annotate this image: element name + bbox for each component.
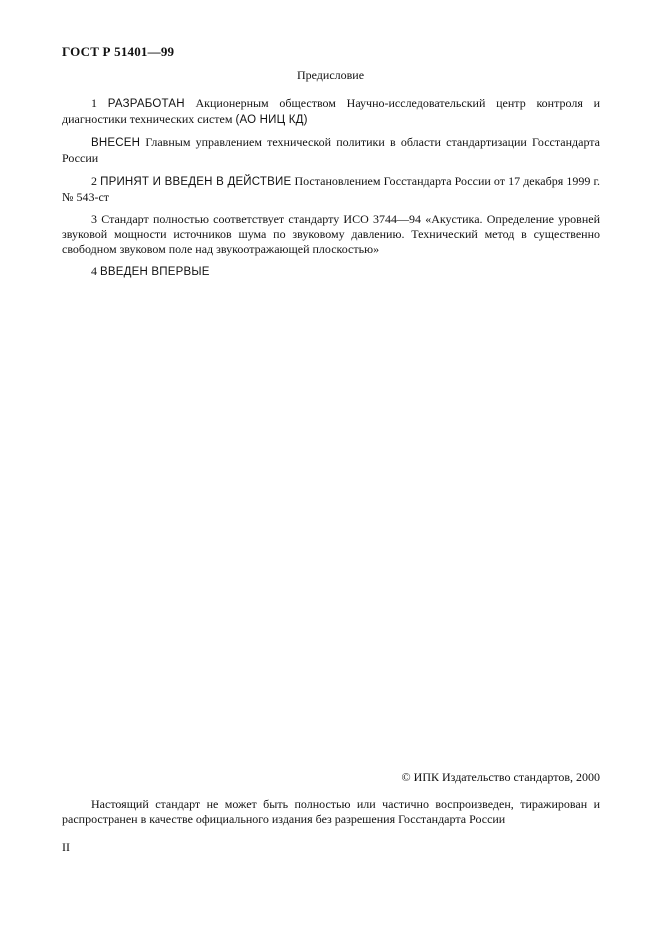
item-caps-label: РАЗРАБОТАН	[107, 98, 185, 110]
preface-item-4	[62, 264, 600, 280]
item-caps-label: ВВЕДЕН ВПЕРВЫЕ	[100, 266, 210, 278]
item-caps-label: ВНЕСЕН	[91, 137, 141, 149]
item-text: Постановлением Госстандарта России от 17 декабря 1999 г. № 543-ст	[62, 174, 601, 204]
copyright-line: © ИПК Издательство стандартов, 2000	[401, 770, 600, 784]
item-number: 2	[91, 174, 97, 188]
preface-item-1	[62, 96, 600, 128]
preface-item-introduced	[62, 135, 600, 166]
item-org-abbrev: (АО НИЦ КД)	[235, 114, 308, 126]
item-text: Стандарт полностью соответствует стандарту ИСО 3744—94 «Акустика. Определение уровней звуковой мощности источников шума по звуковому давлению. Технический метод в существенно свободном звуковом поле над звукоотражающей плоскостью»	[62, 212, 601, 256]
page-number: II	[62, 840, 70, 854]
document-code: ГОСТ Р 51401—99	[62, 44, 175, 59]
reproduction-notice: Настоящий стандарт не может быть полностью или частично воспроизведен, тиражирован и распространен в качестве официального издания без разрешения Госстандарта России	[62, 797, 600, 826]
item-caps-label: ПРИНЯТ И ВВЕДЕН В ДЕЙСТВИЕ	[100, 176, 292, 188]
item-number: 1	[91, 96, 97, 110]
item-number: 4	[91, 264, 97, 278]
preface-title: Предисловие	[296, 68, 365, 82]
item-text: Главным управлением технической политики в области стандартизации Госстандарта России	[62, 135, 600, 165]
preface-item-3	[62, 212, 600, 257]
item-number: 3	[91, 212, 97, 226]
preface-item-2	[62, 174, 600, 205]
item-text: Акционерным обществом Научно-исследовательский центр контроля и диагностики технических систем	[62, 96, 601, 126]
